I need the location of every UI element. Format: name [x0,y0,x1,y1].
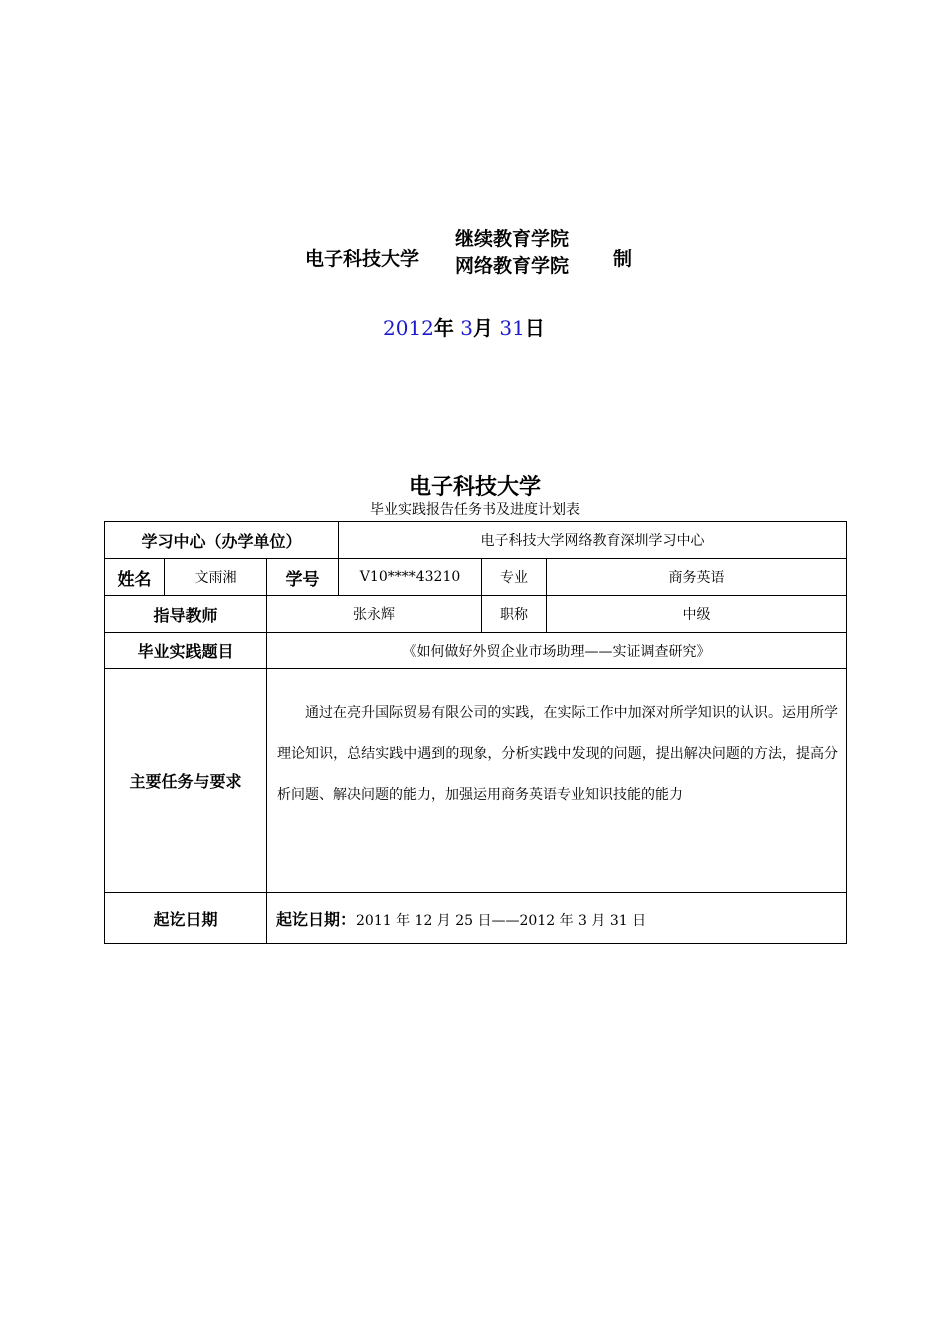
tasks-value: 通过在亮升国际贸易有限公司的实践，在实际工作中加深对所学知识的认识。运用所学理论知识，总结实践中遇到的现象，分析实践中发现的问题，提出解决问题的方法，提高分析问题、解决问题的能力，加强运用商务英语专业知识技能的能力 [277,705,839,803]
table-row [105,633,847,669]
topic-label: 毕业实践题目 [105,633,267,669]
period-cell [267,893,847,944]
topic-value: 《如何做好外贸企业市场助理——实证调查研究》 [267,633,847,669]
form-subtitle: 毕业实践报告任务书及进度计划表 [370,502,580,518]
professional-title-label: 职称 [482,596,547,633]
period-value: 2011 年 12 月 25 日——2012 年 3 月 31 日 [356,912,647,929]
table-row [105,669,847,893]
period-prefix: 起讫日期： [276,909,357,929]
header-college-line2: 网络教育学院 [455,255,570,277]
table-row [105,596,847,633]
advisor-value: 张永辉 [267,596,482,633]
learning-center-label: 学习中心（办学单位） [105,522,339,559]
period-label: 起讫日期 [105,893,267,944]
header-college-line1: 继续教育学院 [455,228,570,250]
advisor-label: 指导教师 [105,596,267,633]
date-day: 31 [499,316,525,340]
learning-center-value: 电子科技大学网络教育深圳学习中心 [339,522,847,559]
student-id-value: V10****43210 [339,559,482,596]
issue-date [383,312,545,341]
header-university: 电子科技大学 [305,248,420,270]
tasks-label: 主要任务与要求 [105,669,267,893]
header-college-names [455,226,569,280]
professional-title-value: 中级 [547,596,847,633]
name-label: 姓名 [105,559,165,596]
date-month-unit: 月 [473,316,493,340]
date-month: 3 [460,316,473,340]
date-day-unit: 日 [524,316,545,340]
student-id-label: 学号 [267,559,339,596]
form-title: 电子科技大学 [408,475,541,500]
date-year: 2012 [383,316,434,340]
plan-table [104,521,847,944]
major-value: 商务英语 [547,559,847,596]
table-row [105,893,847,944]
tasks-cell [267,669,847,893]
date-year-unit: 年 [433,316,454,340]
header-suffix: 制 [613,248,633,270]
table-row [105,522,847,559]
name-value: 文雨湘 [165,559,267,596]
major-label: 专业 [482,559,547,596]
table-row [105,559,847,596]
